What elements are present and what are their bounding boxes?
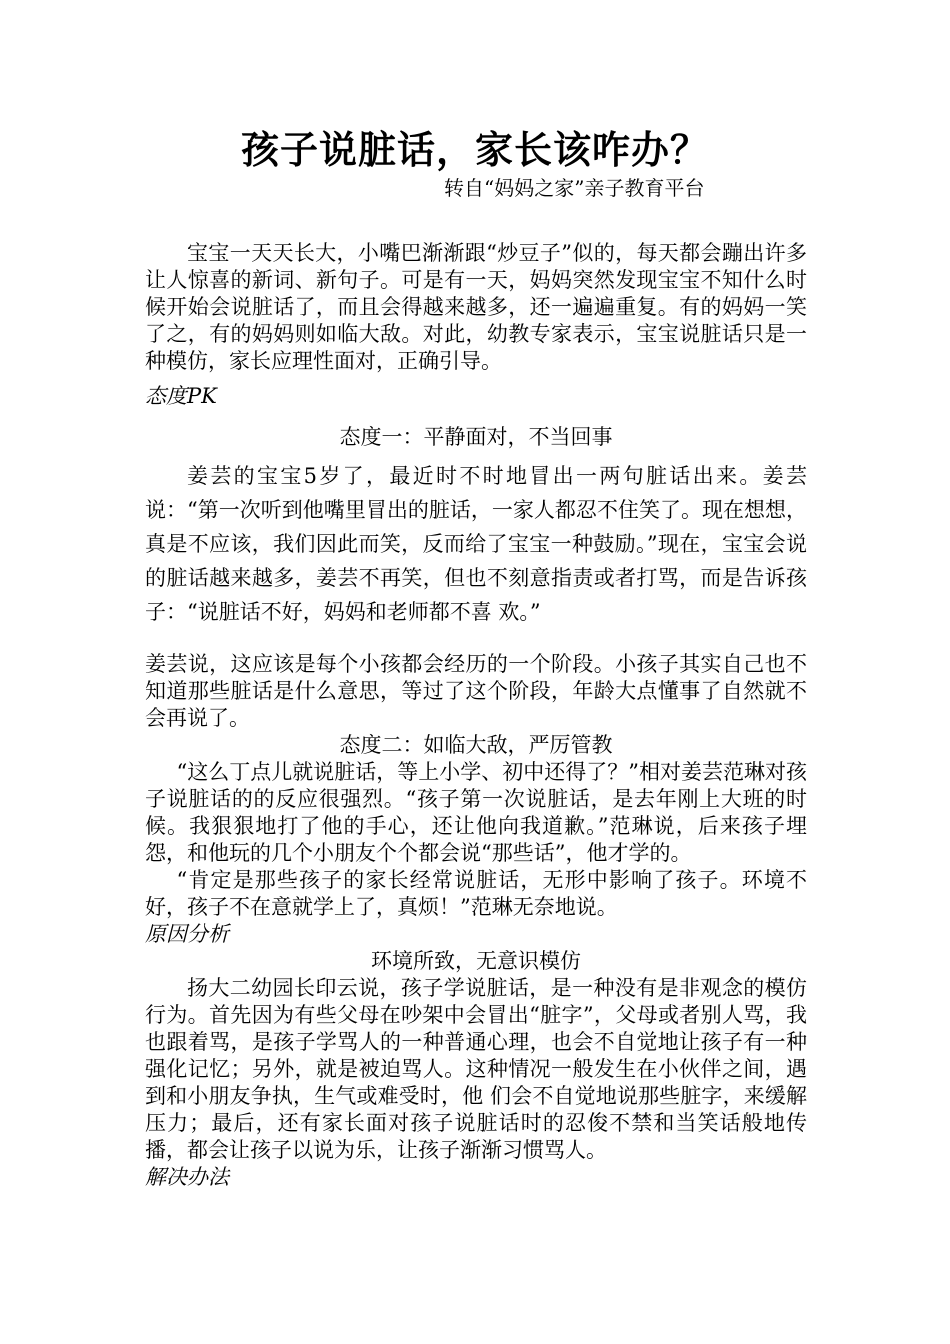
page-title: 孩子说脏话，家长该咋办？ (240, 127, 709, 172)
attitude1-paragraph-1: 姜芸的宝宝5岁了，最近时不时地冒出一两句脏话出来。姜芸说：“第一次听到他嘴里冒出的脏话，一家人都忍不住笑了。现在想想，真是不应该，我们因此而笑，反而给了宝宝一种鼓励。”现在，宝宝会说的脏话越来越多，姜芸不再笑，但也不刻意指责或者打骂，而是告诉孩子：“说脏话不好，妈妈和老师都不喜 欢。” (145, 464, 807, 624)
section-heading-attitude: 态度PK (145, 384, 217, 408)
reason-title: 环境所致，无意识模仿 (371, 949, 581, 973)
section-heading-solution: 解决办法 (145, 1165, 229, 1189)
attitude1-paragraph-2: 姜芸说，这应该是每个小孩都会经历的一个阶段。小孩子其实自己也不知道那些脏话是什么意思，等过了这个阶段，年龄大点懂事了自然就不会再说了。 (145, 652, 807, 730)
article-body (145, 240, 807, 1191)
attitude1-title: 态度一：平静面对，不当回事 (339, 425, 613, 449)
attitude2-title: 态度二：如临大敌，严厉管教 (339, 733, 613, 757)
section-heading-reason: 原因分析 (145, 922, 229, 946)
attitude2-paragraph-2: “肯定是那些孩子的家长经常说脏话，无形中影响了孩子。环境不好，孩子不在意就学上了，真烦！”范琳无奈地说。 (145, 868, 807, 919)
attitude2-paragraph-1: “这么丁点儿就说脏话，等上小学、初中还得了？”相对姜芸范琳对孩子说脏话的的反应很强烈。“孩子第一次说脏话，是去年刚上大班的时候。我狠狠地打了他的手心，还让他向我道歉。”范琳说，后来孩子埋怨，和他玩的几个小朋友个个都会说“那些话”，他才学的。 (145, 760, 807, 865)
reason-paragraph: 扬大二幼园长印云说，孩子学说脏话，是一种没有是非观念的模仿行为。首先因为有些父母在吵架中会冒出“脏字”，父母或者别人骂，我也跟着骂，是孩子学骂人的一种普通心理，也会不自觉地让孩子有一种强化记忆；另外，就是被迫骂人。这种情况一般发生在小伙伴之间，遇到和小朋友争执，生气或难受时，他 们会不自觉地说那些脏字，来缓解压力；最后，还有家长面对孩子说脏话时的忍俊不禁和当笑话般地传播，都会让孩子以说为乐，让孩子渐渐习惯骂人。 (145, 976, 807, 1162)
page-subtitle: 转自“妈妈之家”亲子教育平台 (444, 176, 705, 200)
intro-paragraph: 宝宝一天天长大，小嘴巴渐渐跟“炒豆子”似的，每天都会蹦出许多让人惊喜的新词、新句子。可是有一天，妈妈突然发现宝宝不知什么时候开始会说脏话了，而且会得越来越多，还一遍遍重复。有的妈妈一笑了之，有的妈妈则如临大敌。对此，幼教专家表示，宝宝说脏话只是一种模仿，家长应理性面对，正确引导。 (145, 241, 807, 373)
